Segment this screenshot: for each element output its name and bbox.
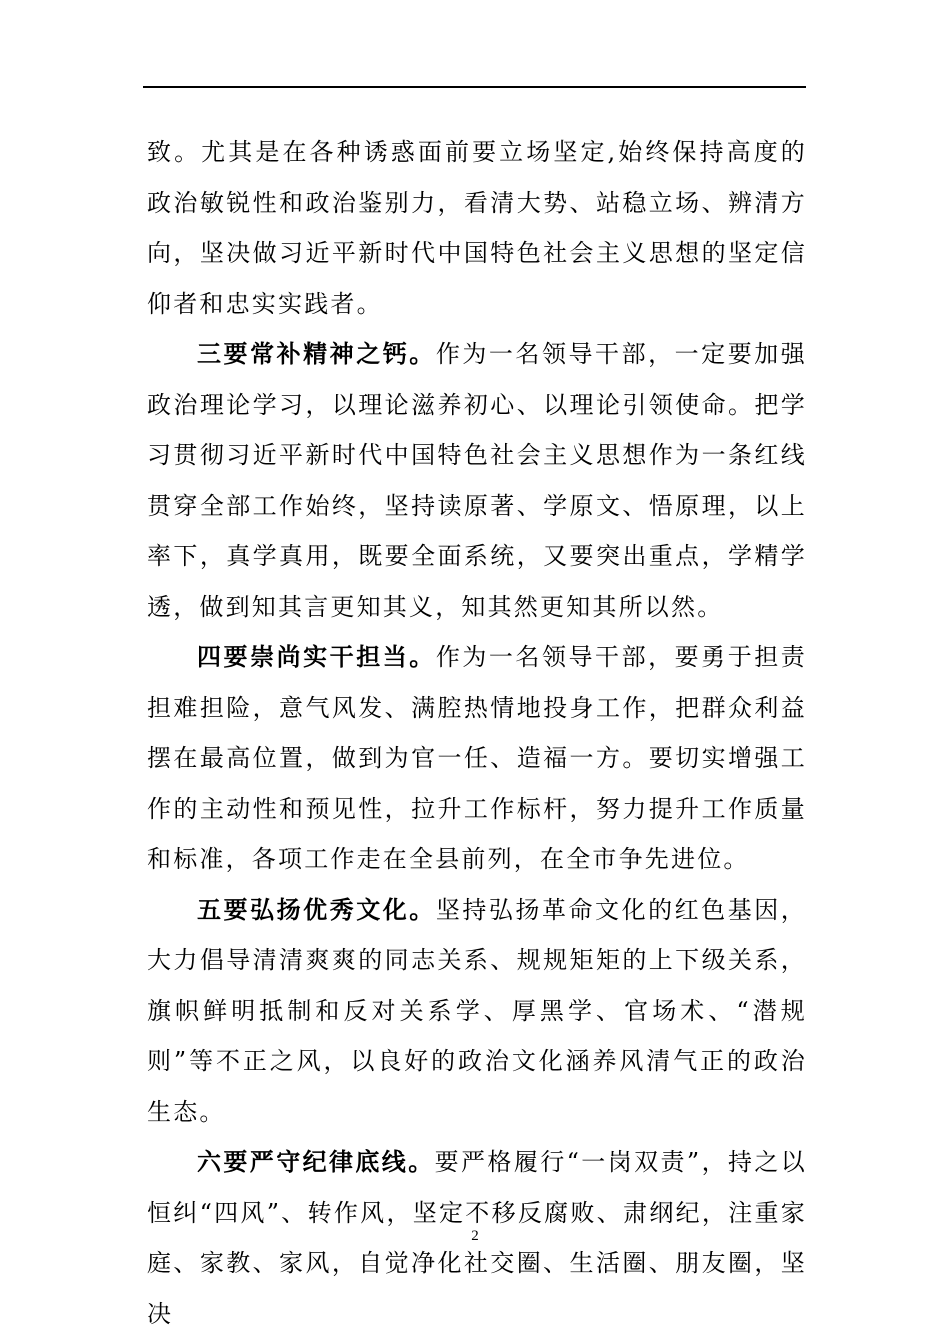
header-rule bbox=[143, 86, 806, 88]
page-number: 2 bbox=[471, 1228, 479, 1244]
paragraph-text: 致。尤其是在各种诱惑面前要立场坚定,始终保持高度的政治敏锐性和政治鉴别力，看清大势、站稳立场、辨清方向，坚决做习近平新时代中国特色社会主义思想的坚定信仰者和忠实实践者。 bbox=[147, 138, 807, 318]
paragraph-text: 坚持弘扬革命文化的红色基因，大力倡导清清爽爽的同志关系、规规矩矩的上下级关系，旗帜鲜明抵制和反对关系学、厚黑学、官场术、“潜规则”等不正之风，以良好的政治文化涵养风清气正的政治生态。 bbox=[147, 895, 807, 1126]
paragraph-lead: 三要常补精神之钙。 bbox=[197, 339, 436, 368]
paragraph-text: 作为一名领导干部，一定要加强政治理论学习，以理论滋养初心、以理论引领使命。把学习贯彻习近平新时代中国特色社会主义思想作为一条红线贯穿全部工作始终，坚持读原著、学原文、悟原理，以上率下，真学真用，既要全面系统，又要突出重点，学精学透，做到知其言更知其义，知其然更知其所以然。 bbox=[147, 340, 807, 621]
paragraph-text: 要严格履行“一岗双责”，持之以恒纠“四风”、转作风，坚定不移反腐败、肃纲纪，注重家庭、家教、家风，自觉净化社交圈、生活圈、朋友圈，坚决 bbox=[147, 1148, 807, 1328]
paragraph-five bbox=[147, 885, 807, 1138]
document-body bbox=[147, 127, 807, 1339]
paragraph-four bbox=[147, 632, 807, 885]
paragraph-three bbox=[147, 329, 807, 632]
paragraph-lead: 四要崇尚实干担当。 bbox=[197, 642, 436, 671]
paragraph-lead: 五要弘扬优秀文化。 bbox=[197, 894, 436, 924]
paragraph-text: 作为一名领导干部，要勇于担责担难担险，意气风发、满腔热情地投身工作，把群众利益摆在最高位置，做到为官一任、造福一方。要切实增强工作的主动性和预见性，拉升工作标杆，努力提升工作质量和标准，各项工作走在全县前列，在全市争先进位。 bbox=[147, 643, 807, 873]
paragraph-continuation bbox=[147, 127, 807, 329]
paragraph-lead: 六要严守纪律底线。 bbox=[197, 1147, 435, 1176]
